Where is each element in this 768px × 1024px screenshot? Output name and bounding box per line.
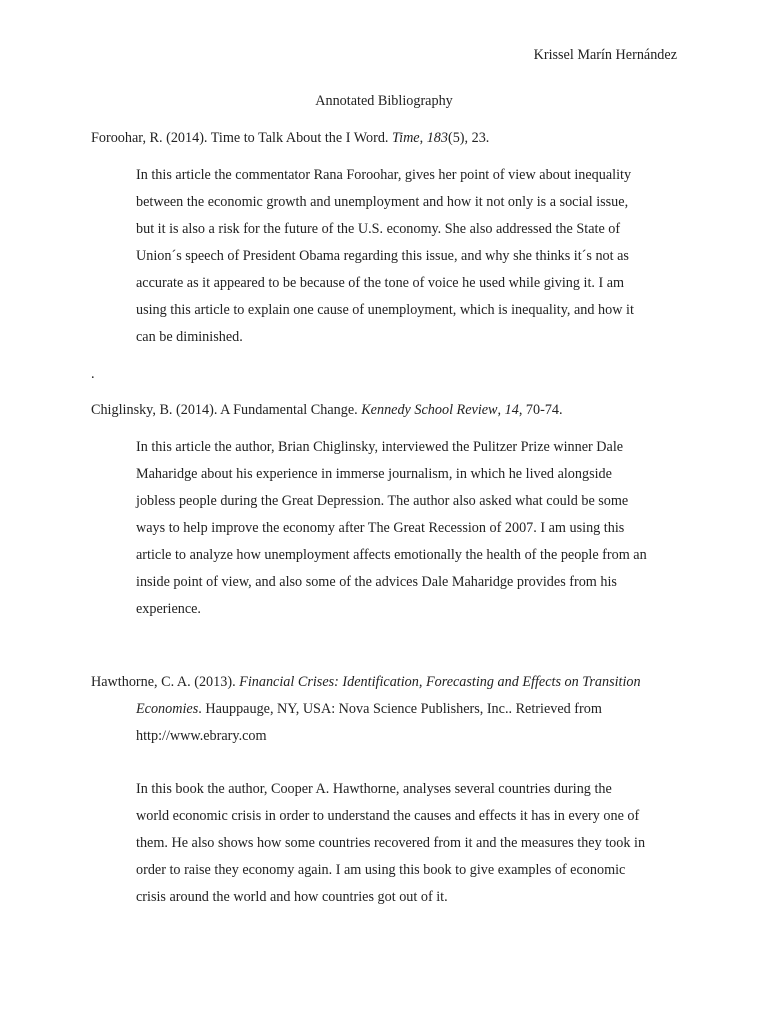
annotation-line: Union´s speech of President Obama regarding this issue, and why she thinks it´s not as [136, 248, 629, 264]
citation-journal: Time [392, 130, 420, 146]
citation-journal: Kennedy School Review [361, 402, 498, 418]
annotation-line: In this book the author, Cooper A. Hawthorne, analyses several countries during the [136, 781, 612, 797]
annotation-foroohar [136, 162, 696, 351]
citation-hawthorne [91, 669, 691, 750]
citation-pages: (5), 23. [447, 130, 490, 146]
document-title: Annotated Bibliography [315, 93, 453, 109]
citation-separator: , [497, 402, 505, 418]
citation-volume: 183 [426, 130, 448, 146]
annotation-line: Maharidge about his experience in immerse journalism, in which he lived alongside [136, 466, 612, 482]
annotation-line: them. He also shows how some countries recovered from it and the measures they took in [136, 835, 646, 851]
citation-pages: , 70-74. [518, 402, 563, 418]
annotation-hawthorne [136, 776, 696, 911]
citation-book-title: Economies [136, 701, 199, 717]
citation-line [91, 669, 691, 696]
annotation-line: between the economic growth and unemployment and how it not only is a social issue, [136, 194, 629, 210]
annotation-line: experience. [136, 601, 201, 617]
annotation-line: In this article the author, Brian Chiglinsky, interviewed the Pulitzer Prize winner Dale [136, 439, 624, 455]
citation-text: Hawthorne, C. A. (2013). [91, 674, 240, 690]
author-name: Krissel Marín Hernández [533, 47, 677, 63]
annotation-chiglinsky [136, 434, 696, 623]
annotation-line: ways to help improve the economy after The Great Recession of 2007. I am using this [136, 520, 625, 536]
citation-book-title: Financial Crises: Identification, Forecasting and Effects on Transition [239, 674, 641, 690]
annotation-line: article to analyze how unemployment affects emotionally the health of the people from an [136, 547, 647, 563]
annotation-line: but it is also a risk for the future of the U.S. economy. She also addressed the State of [136, 221, 621, 237]
citation-chiglinsky [91, 397, 691, 424]
citation-volume: 14 [504, 402, 519, 418]
annotation-line: can be diminished. [136, 329, 243, 345]
citation-separator: , [419, 130, 427, 146]
citation-line [91, 696, 691, 723]
stray-mark: . [91, 366, 95, 382]
citation-text: Chiglinsky, B. (2014). A Fundamental Change. [91, 402, 362, 418]
annotation-line: world economic crisis in order to understand the causes and effects it has in every one of [136, 808, 640, 824]
annotation-line: inside point of view, and also some of the advices Dale Maharidge provides from his [136, 574, 617, 590]
annotation-line: jobless people during the Great Depression. The author also asked what could be some [136, 493, 629, 509]
citation-publisher: . Hauppauge, NY, USA: Nova Science Publishers, Inc.. Retrieved from [198, 701, 602, 717]
annotation-line: order to raise they economy again. I am using this book to give examples of economic [136, 862, 626, 878]
citation-url: http://www.ebrary.com [136, 728, 267, 744]
citation-text: Foroohar, R. (2014). Time to Talk About the I Word. [91, 130, 393, 146]
annotation-line: using this article to explain one cause of unemployment, which is inequality, and how it [136, 302, 634, 318]
citation-foroohar [91, 125, 691, 152]
annotation-line: In this article the commentator Rana Foroohar, gives her point of view about inequality [136, 167, 632, 183]
annotation-line: accurate as it appeared to be because of the tone of voice he used while giving it. I am [136, 275, 625, 291]
annotation-line: crisis around the world and how countries got out of it. [136, 889, 448, 905]
